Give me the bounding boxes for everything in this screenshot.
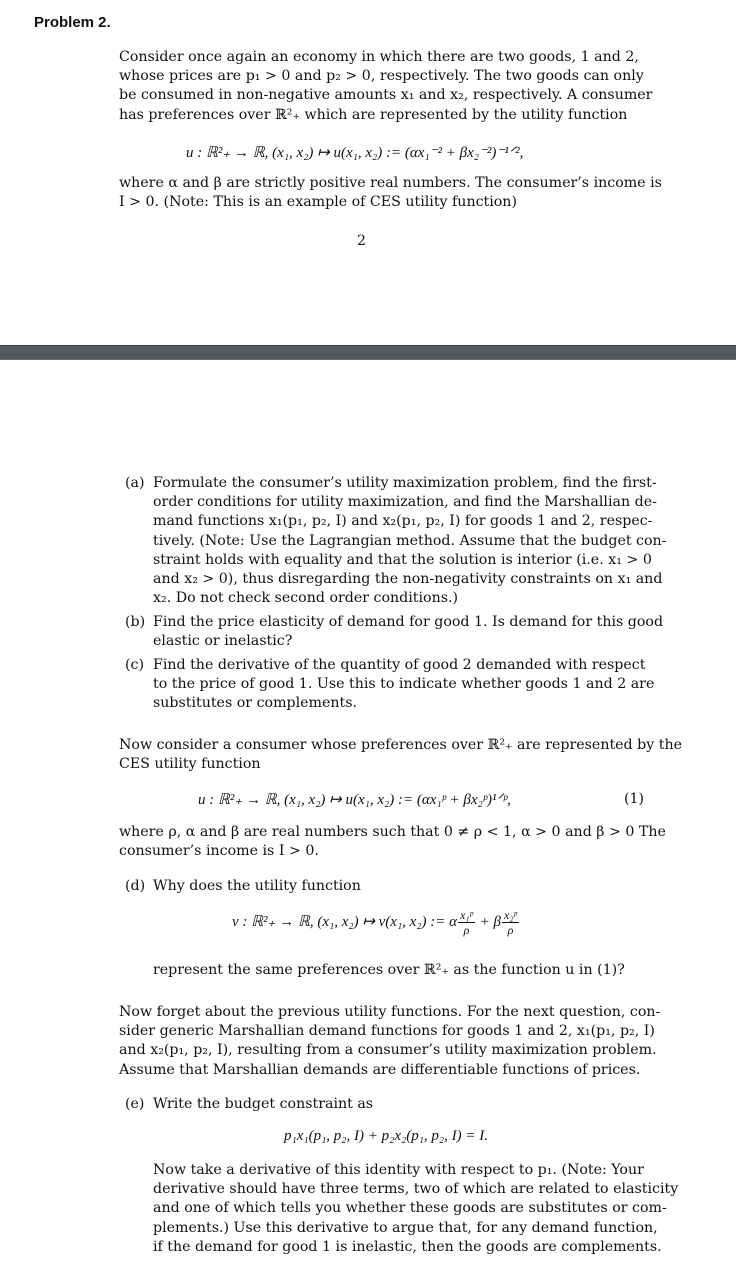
text-line: Write the budget constraint as (153, 1096, 374, 1112)
problem-heading: Problem 2. (34, 14, 111, 31)
question-label: (c) (125, 657, 145, 673)
text-line: and one of which tells you whether these goods are substitutes or com- (153, 1200, 667, 1217)
ces-paragraph (119, 736, 682, 774)
ces-conditions (119, 823, 666, 861)
ces-equation: u : ℝ²₊ → ℝ, (x₁, x₂) ↦ u(x₁, x₂) := (αx₁ᵖ + βx₂ᵖ)¹ᐟᵖ, (198, 792, 511, 808)
text-line: Find the price elasticity of demand for good 1. Is demand for this good (153, 614, 664, 630)
text-line: where α and β are strictly positive real numbers. The consumer’s income is (119, 175, 662, 191)
text-line: derivative should have three terms, two of which are related to elasticity (153, 1181, 679, 1198)
text-line: substitutes or complements. (153, 695, 358, 712)
question-c (125, 656, 655, 714)
budget-constraint-equation: p₁x₁(p₁, p₂, I) + p₂x₂(p₁, p₂, I) = I. (284, 1128, 488, 1144)
fraction-numerator: x₂ᵖ (504, 908, 517, 922)
question-e-body (125, 1161, 679, 1257)
text-line: Why does the utility function (153, 878, 361, 894)
generic-demand-paragraph (119, 1003, 661, 1080)
v-equation (232, 908, 520, 937)
text-line: Now take a derivative of this identity with respect to p₁. (Note: Your (153, 1162, 644, 1178)
fraction-denominator: ρ (463, 923, 470, 937)
text-line: Now consider a consumer whose preferences over ℝ²₊ are represented by the (119, 737, 682, 753)
text-line: consumer’s income is I > 0. (119, 843, 319, 860)
text-line: Formulate the consumer’s utility maximization problem, find the first- (153, 475, 657, 491)
question-label: (d) (125, 878, 146, 894)
page-divider (0, 345, 736, 360)
fraction-numerator: x₁ᵖ (460, 908, 473, 922)
question-e (125, 1095, 647, 1114)
text-line: straint holds with equality and that the solution is interior (i.e. x₁ > 0 (153, 551, 652, 568)
utility-equation: u : ℝ²₊ → ℝ, (x₁, x₂) ↦ u(x₁, x₂) := (αx₁⁻² + βx₂⁻²)⁻¹ᐟ², (186, 145, 524, 161)
question-label: (b) (125, 614, 146, 630)
page-top (0, 0, 736, 345)
question-label: (e) (125, 1096, 145, 1112)
text-line: I > 0. (Note: This is an example of CES utility function) (119, 194, 517, 211)
question-a (125, 474, 667, 608)
fraction-denominator: ρ (507, 923, 514, 937)
text-line: and x₂ > 0), thus disregarding the non-negativity constraints on x₁ and (153, 571, 663, 588)
question-b (125, 613, 664, 651)
intro-paragraph-2 (119, 174, 662, 212)
page-number: 2 (357, 233, 366, 249)
text-line: Now forget about the previous utility functions. For the next question, con- (119, 1004, 661, 1020)
text-line: has preferences over ℝ²₊ which are represented by the utility function (119, 106, 628, 123)
text-line: whose prices are p₁ > 0 and p₂ > 0, respectively. The two goods can only (119, 68, 644, 85)
text-line: represent the same preferences over ℝ²₊ as the function u in (1)? (153, 962, 625, 978)
intro-paragraph (119, 48, 653, 125)
text-line: be consumed in non-negative amounts x₁ and x₂, respectively. A consumer (119, 87, 653, 104)
text-line: tively. (Note: Use the Lagrangian method. Assume that the budget con- (153, 532, 667, 549)
v-equation-plus: + β (475, 913, 501, 930)
question-d-tail (125, 961, 647, 980)
text-line: and x₂(p₁, p₂, I), resulting from a consumer’s utility maximization problem. (119, 1042, 657, 1059)
text-line: sider generic Marshallian demand functions for goods 1 and 2, x₁(p₁, p₂, I) (119, 1023, 655, 1040)
fraction-2 (502, 908, 519, 937)
text-line: order conditions for utility maximization, and find the Marshallian de- (153, 494, 657, 511)
question-label: (a) (125, 475, 145, 491)
text-line: where ρ, α and β are real numbers such that 0 ≠ ρ < 1, α > 0 and β > 0 The (119, 824, 666, 840)
text-line: Consider once again an economy in which there are two goods, 1 and 2, (119, 49, 639, 65)
text-line: if the demand for good 1 is inelastic, then the goods are complements. (153, 1238, 662, 1255)
question-d (125, 877, 647, 896)
text-line: plements.) Use this derivative to argue that, for any demand function, (153, 1219, 658, 1236)
text-line: Find the derivative of the quantity of good 2 demanded with respect (153, 657, 646, 673)
text-line: x₂. Do not check second order conditions.) (153, 590, 459, 607)
v-equation-lhs: v : ℝ²₊ → ℝ, (x₁, x₂) ↦ v(x₁, x₂) := α (232, 913, 458, 930)
text-line: mand functions x₁(p₁, p₂, I) and x₂(p₁, p₂, I) for goods 1 and 2, respec- (153, 513, 653, 530)
text-line: elastic or inelastic? (153, 633, 293, 650)
fraction-1 (458, 908, 475, 937)
text-line: CES utility function (119, 756, 261, 773)
text-line: Assume that Marshallian demands are differentiable functions of prices. (119, 1061, 641, 1078)
equation-number: (1) (624, 791, 645, 807)
text-line: to the price of good 1. Use this to indicate whether goods 1 and 2 are (153, 676, 655, 693)
